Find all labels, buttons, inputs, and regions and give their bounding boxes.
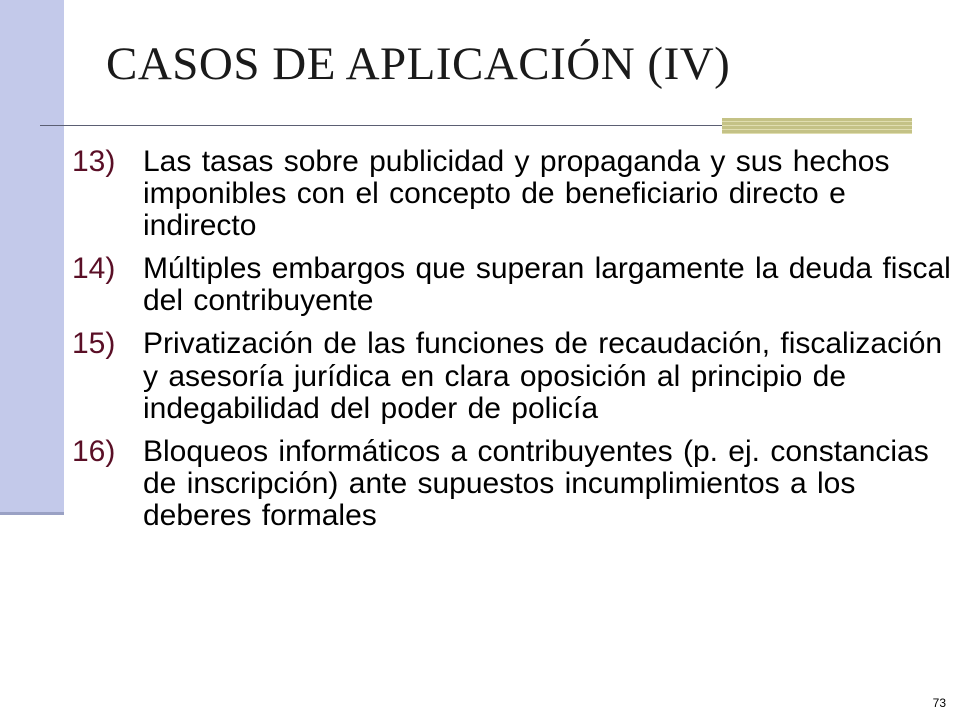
page-number: 73	[932, 696, 946, 710]
slide-title: CASOS DE APLICACIÓN (IV)	[106, 38, 731, 90]
side-decoration-bar	[0, 0, 64, 512]
item-number: 13)	[72, 145, 116, 178]
list-item	[72, 146, 952, 242]
item-list	[72, 146, 952, 543]
item-number: 15)	[72, 327, 116, 361]
list-item	[72, 328, 952, 424]
side-decoration-shadow	[0, 512, 64, 515]
item-text: Múltiples embargos que superan largamente la deuda fiscal del contribuyente	[143, 252, 951, 318]
item-text: Privatización de las funciones de recaudación, fiscalización y asesoría jurídica en clara oposición al principio de indegabilidad del poder de policía	[143, 327, 943, 425]
item-text: Bloqueos informáticos a contribuyentes (p. ej. constancias de inscripción) ante supuestos incumplimientos a los deberes formales	[143, 434, 929, 532]
accent-block	[722, 118, 912, 134]
item-text: Las tasas sobre publicidad y propaganda y sus hechos imponibles con el concepto de beneficiario directo e indirecto	[143, 145, 890, 243]
list-item	[72, 253, 952, 317]
item-number: 16)	[72, 434, 116, 468]
item-number: 14)	[72, 252, 116, 286]
list-item	[72, 436, 952, 532]
